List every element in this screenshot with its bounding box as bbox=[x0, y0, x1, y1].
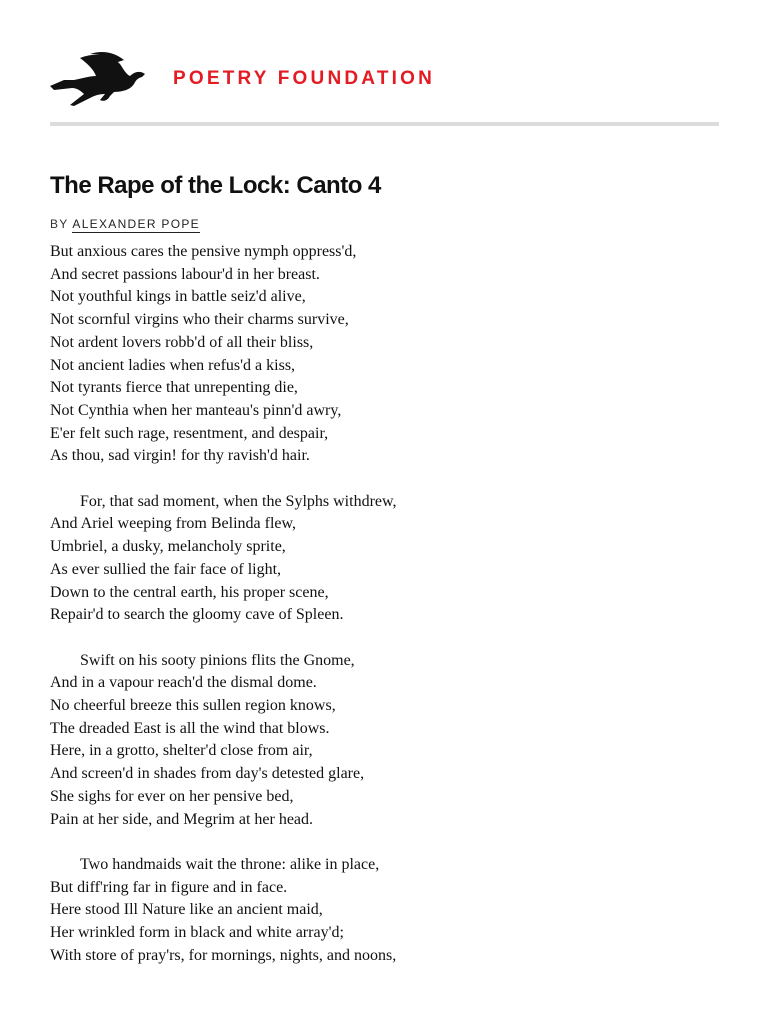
stanza bbox=[50, 241, 397, 468]
poem-line: Here, in a grotto, shelter'd close from air, bbox=[50, 742, 313, 760]
poem-line: Not ancient ladies when refus'd a kiss, bbox=[50, 356, 296, 374]
poem-line: And screen'd in shades from day's detested glare, bbox=[50, 765, 365, 783]
poem-line: No cheerful breeze this sullen region knows, bbox=[50, 697, 336, 715]
poem-line: For, that sad moment, when the Sylphs withdrew, bbox=[80, 492, 397, 510]
poem-line: And in a vapour reach'd the dismal dome. bbox=[50, 674, 317, 692]
poem-line: And secret passions labour'd in her breast. bbox=[50, 265, 320, 283]
poem-line: And Ariel weeping from Belinda flew, bbox=[50, 515, 297, 533]
poem-title: The Rape of the Lock: Canto 4 bbox=[50, 172, 381, 199]
poem-line: Her wrinkled form in black and white array'd; bbox=[50, 924, 344, 942]
poem-line: Not Cynthia when her manteau's pinn'd awry, bbox=[50, 401, 342, 419]
poem-line: Umbriel, a dusky, melancholy sprite, bbox=[50, 538, 286, 556]
poem-line: The dreaded East is all the wind that blows. bbox=[50, 719, 330, 737]
poem-line: But anxious cares the pensive nymph oppress'd, bbox=[50, 243, 357, 260]
stanza bbox=[50, 854, 397, 968]
poem-line: As ever sullied the fair face of light, bbox=[50, 560, 282, 578]
poem-line: Two handmaids wait the throne: alike in place, bbox=[80, 855, 380, 873]
header-divider bbox=[50, 122, 719, 126]
poem-line: Here stood Ill Nature like an ancient maid, bbox=[50, 901, 323, 919]
poem-line: Swift on his sooty pinions flits the Gnome, bbox=[80, 651, 355, 669]
poem-line: But diff'ring far in figure and in face. bbox=[50, 878, 288, 896]
by-label: BY bbox=[50, 217, 69, 231]
poem-line: Not tyrants fierce that unrepenting die, bbox=[50, 379, 298, 397]
brand-name[interactable]: POETRY FOUNDATION bbox=[173, 68, 435, 89]
byline bbox=[50, 217, 200, 231]
poem-body bbox=[50, 241, 397, 990]
pegasus-logo[interactable] bbox=[50, 50, 148, 108]
poem-line: Down to the central earth, his proper scene, bbox=[50, 583, 329, 601]
stanza bbox=[50, 650, 397, 832]
poem-line: Repair'd to search the gloomy cave of Spleen. bbox=[50, 606, 344, 624]
poem-line: Not ardent lovers robb'd of all their bliss, bbox=[50, 333, 314, 351]
poem-line: With store of pray'rs, for mornings, nights, and noons, bbox=[50, 946, 397, 964]
poem-line: She sighs for ever on her pensive bed, bbox=[50, 787, 294, 805]
poem-line: Not scornful virgins who their charms survive, bbox=[50, 311, 349, 329]
poem-line: Pain at her side, and Megrim at her head. bbox=[50, 810, 314, 828]
poem-line: Not youthful kings in battle seiz'd alive, bbox=[50, 288, 306, 306]
stanza bbox=[50, 491, 397, 627]
poem-line: E'er felt such rage, resentment, and despair, bbox=[50, 424, 329, 442]
poem-line: As thou, sad virgin! for thy ravish'd hair. bbox=[50, 447, 310, 465]
author-link[interactable]: ALEXANDER POPE bbox=[72, 217, 200, 231]
